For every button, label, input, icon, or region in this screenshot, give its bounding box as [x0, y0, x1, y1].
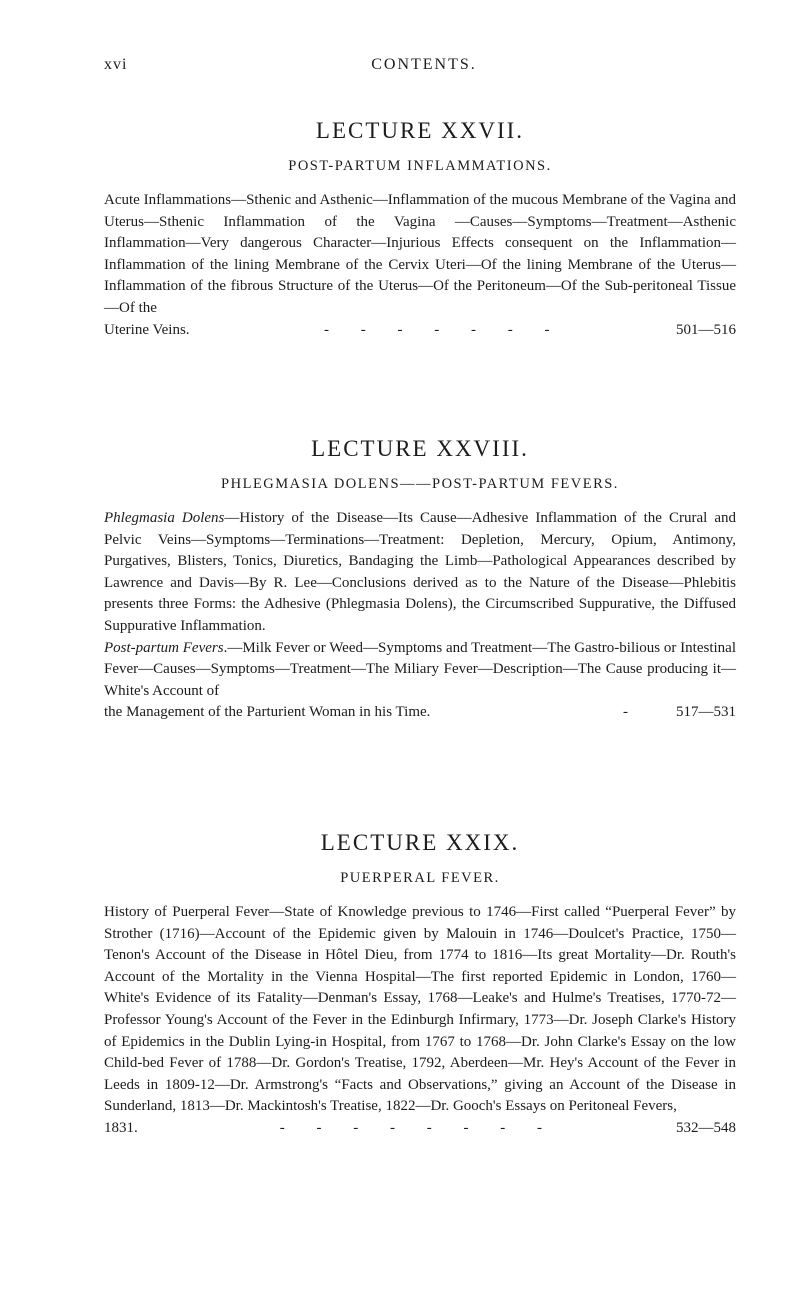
- summary-last-line: the Management of the Parturient Woman in his Time.: [104, 704, 431, 721]
- page-range: 501—516: [675, 321, 736, 338]
- phlegmasia-heading: Phlegmasia Dolens: [104, 510, 225, 526]
- running-head: [104, 56, 744, 80]
- lecture-page-range-line: [104, 320, 736, 342]
- lecture-xxix-section: [104, 828, 736, 1140]
- lecture-title: LECTURE XXVII.: [315, 118, 525, 143]
- lecture-title: LECTURE XXIX.: [320, 830, 520, 855]
- summary-last-line: 1831.: [104, 1119, 138, 1136]
- lecture-subtitle: PHLEGMASIA DOLENS——POST-PARTUM FEVERS.: [221, 476, 619, 492]
- lecture-subtitle: POST-PARTUM INFLAMMATIONS.: [288, 158, 552, 174]
- running-title: CONTENTS.: [371, 56, 477, 73]
- fevers-text: .—Milk Fever or Weed—Symptoms and Treatment—The Gastro-bilious or Intestinal Fever—Causes—Symptoms—Treatment—The Miliary Fever—Description—The Cause producing it—White's Account of: [104, 639, 736, 699]
- lecture-summary: History of Puerperal Fever—State of Knowledge previous to 1746—First called “Puerperal Fever” by Strother (1716)—Account of the Epidemic given by Malouin in 1746—Doulcet's Practice, 1750—Tenon's Account of the Disease in Hôtel Dieu, from 1774 to 1816—Its great Mortality—Dr. Routh's Account of the Mortality in the Vienna Hospital—The first reported Epidemic in London, 1760—White's Evidence of its Fatality—Denman's Essay, 1768—Leake's and Hulme's Treatises, 1770-72—Professor Young's Account of the Fever in the Edinburgh Infirmary, 1773—Dr. Joseph Clarke's History of Epidemics in the Dublin Lying-in Hospital, from 1767 to 1768—Dr. John Clarke's Essay on the low Child-bed Fever of 1788—Dr. Gordon's Treatise, 1792, Aberdeen—Mr. Hey's Account of the Fever in Leeds in 1809-12—Dr. Armstrong's “Facts and Observations,” giving an Account of the Disease in Sunderland, 1813—Dr. Mackintosh's Treatise, 1822—Dr. Gooch's Essays on Peritoneal Fevers,: [104, 904, 736, 1115]
- lecture-summary-fevers: [104, 638, 736, 703]
- lecture-page-range-line: [104, 702, 736, 724]
- leader-dots: - - - - - - - -: [279, 1119, 556, 1136]
- lecture-summary-phlegmasia: [104, 508, 736, 638]
- lecture-title: LECTURE XXVIII.: [311, 436, 529, 461]
- leader-dots: - - - - - - -: [324, 321, 564, 338]
- summary-last-line: Uterine Veins.: [104, 321, 190, 338]
- lecture-summary: Acute Inflammations—Sthenic and Asthenic—Inflammation of the mucous Membrane of the Vagina and Uterus—Sthenic Inflammation of the Vagina —Causes—Symptoms—Treatment—Asthenic Inflammation—Very dangerous Character—Injurious Effects consequent on the Inflammation—Inflammation of the lining Membrane of the Cervix Uteri—Of the lining Membrane of the Uterus—Inflammation of the fibrous Structure of the Uterus—Of the Peritoneum—Of the Sub-peritoneal Tissue—Of the: [104, 192, 736, 316]
- lecture-xxvii-section: [104, 116, 736, 341]
- page-folio: xvi: [104, 56, 128, 73]
- page-range: 532—548: [676, 1119, 736, 1136]
- lecture-page-range-line: [104, 1118, 736, 1140]
- lecture-xxviii-section: [104, 434, 736, 724]
- fevers-heading: Post-partum Fevers: [104, 639, 224, 656]
- lecture-subtitle: PUERPERAL FEVER.: [340, 870, 500, 886]
- page-range: 517—531: [676, 704, 736, 721]
- phlegmasia-text: —History of the Disease—Its Cause—Adhesive Inflammation of the Crural and Pelvic Veins—Symptoms—Terminations—Treatment: Depletion, Mercury, Opium, Antimony, Purgatives, Blisters, Tonics, Diuretics, Bandaging the Limb—Pathological Appearances described by Lawrence and Davis—By R. Lee—Conclusions derived as to the Nature of the Disease—Phlebitis presents three Forms: the Adhesive (Phlegmasia Dolens), the Circumscribed Suppurative, the Diffused Suppurative Inflammation.: [104, 510, 736, 634]
- leader-dots: -: [623, 704, 642, 721]
